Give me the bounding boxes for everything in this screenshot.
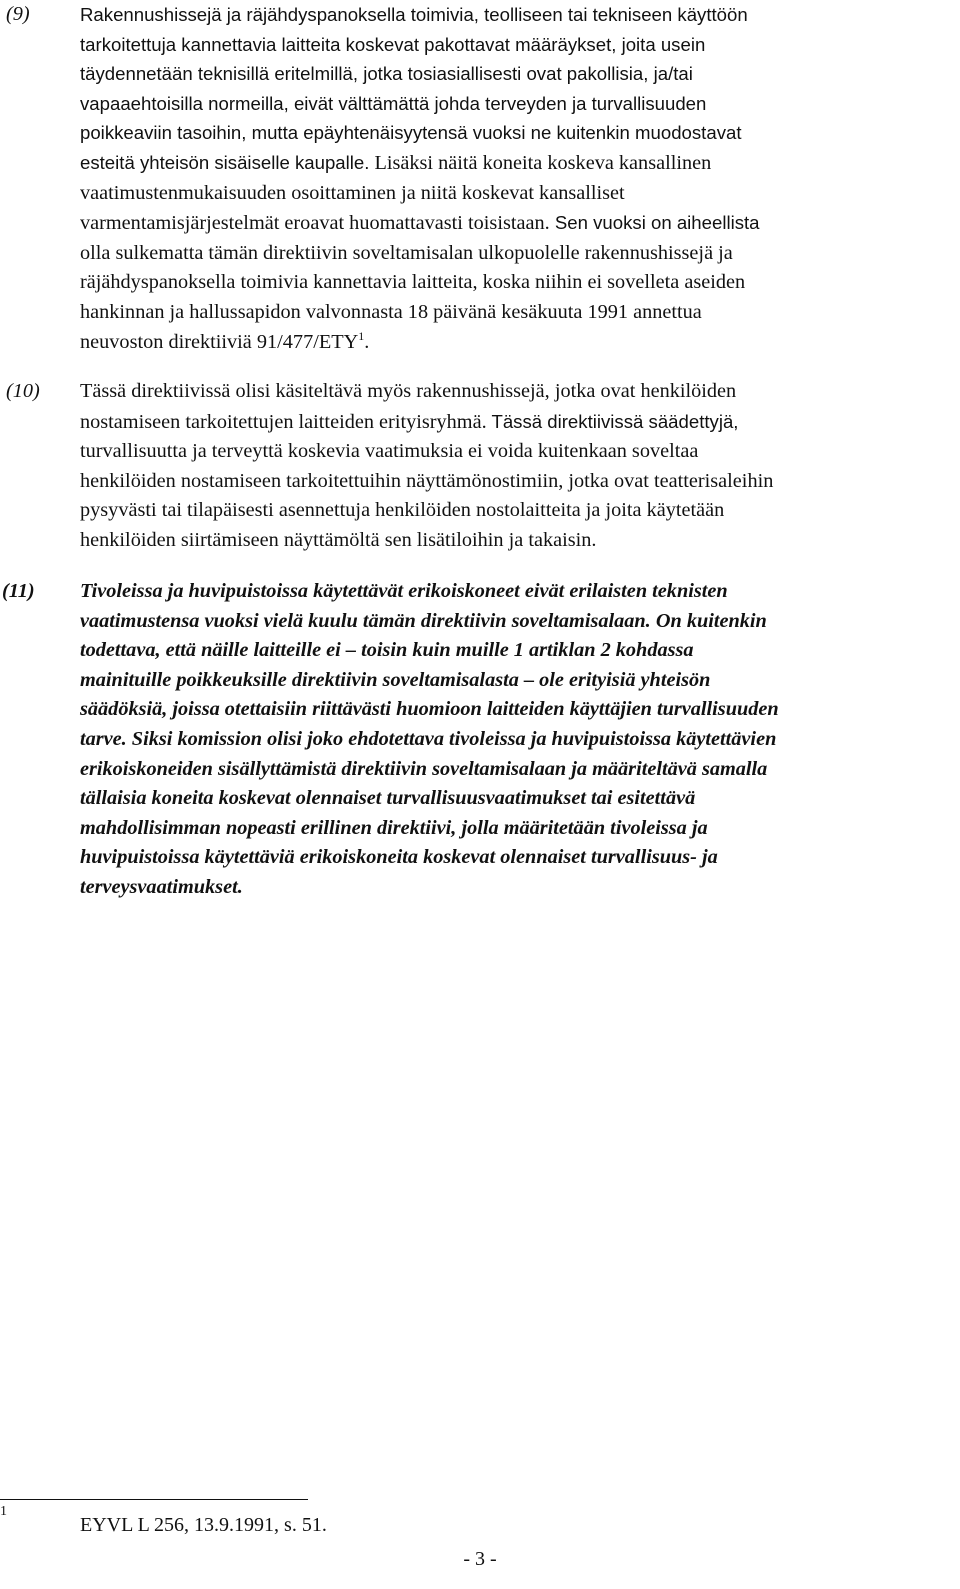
footnote-marker: 1 xyxy=(0,1504,7,1519)
paragraph-number: (11) xyxy=(2,580,35,602)
text-line: henkilöiden nostamiseen tarkoitettuihin näyttämönostimiin, jotka ovat teatterisaleihin xyxy=(80,469,774,492)
text-segment: Sen vuoksi on aiheellista xyxy=(549,212,760,234)
text-line: pysyvästi tai tilapäisesti asennettuja henkilöiden nostolaitteita ja joita käytetään xyxy=(80,499,725,522)
text-segment: nostamiseen tarkoitettujen laitteiden erityisryhmä. xyxy=(80,410,487,433)
text-line: mahdollisimman nopeasti erillinen direktiivi, jolla määritetään tivoleissa ja xyxy=(80,816,708,839)
text-line: Tivoleissa ja huvipuistoissa käytettävät erikoiskoneet eivät erilaisten teknisten xyxy=(80,580,728,602)
text-line: vaatimustensa vuoksi vielä kuulu tämän direktiivin soveltamisalaan. On kuitenkin xyxy=(80,609,767,632)
paragraph-number: (10) xyxy=(6,380,40,402)
text-line: terveysvaatimukset. xyxy=(80,875,243,898)
paragraph-text xyxy=(80,0,960,357)
paragraph-number: (9) xyxy=(6,3,30,25)
text-line: täydennetään teknisillä eritelmillä, jotka tosiasiallisesti ovat pakollisia, ja/tai xyxy=(80,63,693,85)
text-line xyxy=(80,148,960,179)
footnote-reference[interactable]: 1 xyxy=(358,328,365,343)
text-segment: esteitä yhteisön sisäiselle kaupalle. xyxy=(80,151,370,173)
text-line: vaatimustenmukaisuuden osoittaminen ja niitä koskevat kansalliset xyxy=(80,181,625,204)
text-line: olla sulkematta tämän direktiivin soveltamisalan ulkopuolelle rakennushissejä ja xyxy=(80,241,733,264)
text-line: hankinnan ja hallussapidon valvonnasta 18 päivänä kesäkuuta 1991 annettua xyxy=(80,300,702,323)
text-line xyxy=(80,208,960,239)
footnote-divider xyxy=(0,1499,308,1500)
text-line: mainituille poikkeuksille direktiivin soveltamisalasta – ole erityisiä yhteisön xyxy=(80,668,711,691)
text-line: erikoiskoneiden sisällyttämistä direktiivin soveltamisalaan ja määriteltävä samalla xyxy=(80,757,768,780)
text-line: todettava, että näille laitteille ei – toisin kuin muille 1 artiklan 2 kohdassa xyxy=(80,639,694,662)
text-line: Rakennushissejä ja räjähdyspanoksella toimivia, teolliseen tai tekniseen käyttöön xyxy=(80,4,748,25)
text-line: poikkeaviin tasoihin, mutta epäyhtenäisyytensä vuoksi ne kuitenkin muodostavat xyxy=(80,122,742,144)
text-line: räjähdyspanoksella toimivia kannettavia laitteita, koska niihin ei sovelleta aseiden xyxy=(80,271,746,294)
paragraph-text xyxy=(80,377,960,556)
text-line xyxy=(80,328,960,358)
text-line: tarkoitettuja kannettavia laitteita koskevat pakottavat määräykset, joita usein xyxy=(80,33,706,55)
text-line: turvallisuutta ja terveyttä koskevia vaatimuksia ei voida kuitenkaan soveltaa xyxy=(80,440,699,463)
page-number: - 3 - xyxy=(463,1548,497,1570)
text-line: tällaisia koneita koskevat olennaiset turvallisuusvaatimukset tai esitettävä xyxy=(80,787,696,810)
text-line: vapaaehtoisilla normeilla, eivät välttämättä johda terveyden ja turvallisuuden xyxy=(80,92,707,114)
text-segment: varmentamisjärjestelmät eroavat huomattavasti toisistaan. xyxy=(80,212,550,235)
text-segment: . xyxy=(364,330,370,353)
text-line xyxy=(80,407,960,438)
text-line: huvipuistoissa käytettäviä erikoiskoneita koskevat olennaiset turvallisuus- ja xyxy=(80,846,718,869)
text-line: Tässä direktiivissä olisi käsiteltävä myös rakennushissejä, jotka ovat henkilöiden xyxy=(80,380,737,402)
text-segment: neuvoston direktiiviä 91/477/ETY xyxy=(80,330,359,353)
text-line: säädöksiä, joissa otettaisiin riittävästi huomioon laitteiden käyttäjien turvallisuuden xyxy=(80,698,779,721)
paragraph-text xyxy=(80,577,960,903)
text-segment: Tässä direktiivissä säädettyjä, xyxy=(486,410,739,432)
footnote-text: EYVL L 256, 13.9.1991, s. 51. xyxy=(80,1514,327,1536)
footnote xyxy=(0,1504,960,1540)
text-line: tarve. Siksi komission olisi joko ehdotettava tivoleissa ja huvipuistoissa käytettävien xyxy=(80,727,777,750)
text-line: henkilöiden siirtämiseen näyttämöltä sen lisätiloihin ja takaisin. xyxy=(80,528,597,551)
text-segment: Lisäksi näitä koneita koskeva kansallinen xyxy=(369,151,712,174)
